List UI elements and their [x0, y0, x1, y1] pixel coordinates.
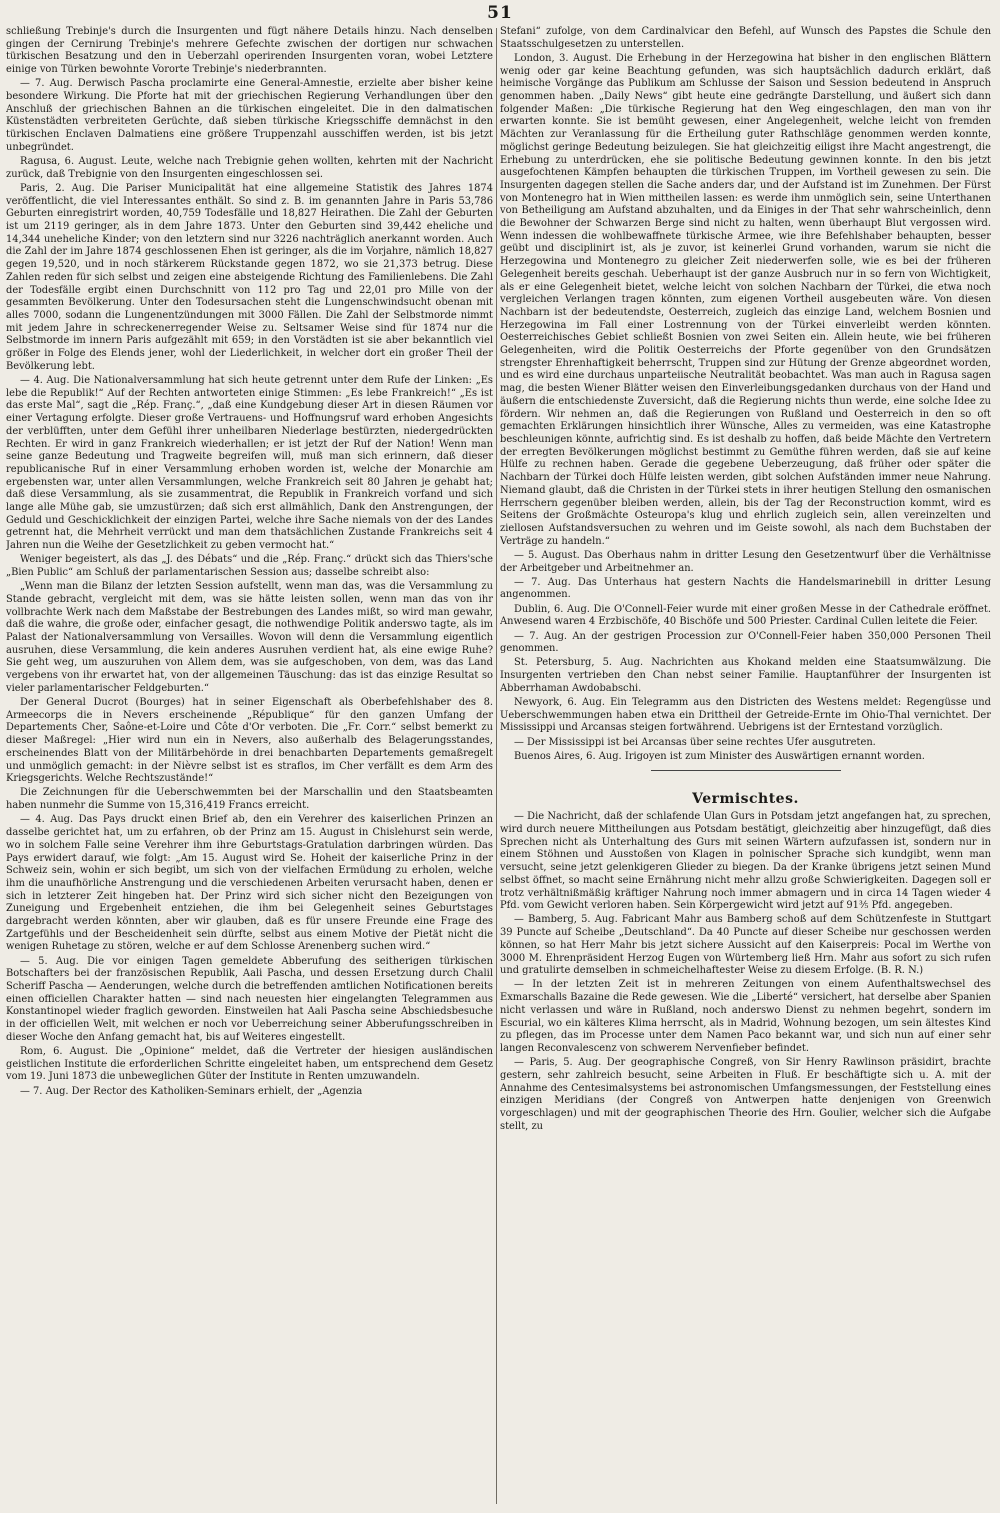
article-paragraph: „Wenn man die Bilanz der letzten Session aufstellt, wenn man das, was die Versammlung zu Stande gebracht, vergleicht mit dem, was sie hätte leisten sollen, wenn man das von ihr vollbrachte Werk nach dem Maßstabe der Bestrebungen des Landes mißt, so wird man gewahr, daß die wahre, die große oder, einfacher gesagt, die nothwendige Politik anderswo tagte, als im Palast der Nationalversammlung von Versailles. Wovon will denn die Versammlung eigentlich ausruhen, diese Versammlung, die kein anderes Ausruhen verdient hat, als eine ewige Ruhe? Sie geht weg, um auszuruhen von Allem dem, was sie aufgeschoben, von dem, was das Land vergebens von ihr erwartet hat, von der allgemeinen Täuschung: das ist das einzige Resultat so vieler parlamentarischer Feldgeburten.“: [6, 581, 493, 694]
article-paragraph: Newyork, 6. Aug. Ein Telegramm aus den Districten des Westens meldet: Regengüsse und Ueberschwemmungen haben etwa ein Drittheil der Getreide-Ernte im Ohio-Thal vernichtet. Der Mississippi und Arcansas steigen fortwährend. Uebrigens ist der Erntestand vorzüglich.: [500, 697, 991, 734]
article-paragraph: Weniger begeistert, als das „J. des Débats“ und die „Rép. Franç.“ drückt sich das Thiers'sche „Bien Public“ am Schluß der parlamentarischen Session aus; dasselbe schreibt also:: [6, 554, 493, 579]
article-paragraph: — 7. Aug. Das Unterhaus hat gestern Nachts die Handelsmarinebill in dritter Lesung angenommen.: [500, 576, 991, 601]
article-paragraph: — 5. August. Das Oberhaus nahm in dritter Lesung den Gesetzentwurf über die Verhältnisse der Arbeitgeber und Arbeitnehmer an.: [500, 549, 991, 574]
left-column: [6, 26, 493, 1506]
article-paragraph: Buenos Aires, 6. Aug. Irigoyen ist zum Minister des Auswärtigen ernannt worden.: [514, 750, 925, 762]
article-paragraph: — 4. Aug. Das Pays druckt einen Brief ab, den ein Verehrer des kaiserlichen Prinzen an dasselbe gerichtet hat, um zu erfahren, ob der Prinz am 15. August in Chislehurst sein werde, wo in solchem Falle seine Verehrer ihm ihre Geburtstags-Gratulation darbringen würden. Das Pays erwidert darauf, wie folgt: „Am 15. August wird Se. Hoheit der kaiserliche Prinz in der Schweiz sein, wohin er sich begibt, um sich von der vielfachen Ermüdung zu erholen, welche ihm die unaufhörliche Anstrengung und die verschiedenen Arbeiten verursacht haben, denen er sich in letzterer Zeit hingeben hat. Der Prinz wird sich sicher nicht den Bezeigungen von Zuneigung und Ergebenheit entziehen, die ihm bei Gelegenheit seines Geburtstages dargebracht werden könnten, aber wir glauben, daß es für unsere Freunde eine Frage des Zartgefühls und der Bescheidenheit sein dürfte, selbst aus einem Motive der Pietät nicht die wenigen Ruhetage zu stören, welche er auf dem Schlosse Arenenberg suchen wird.“: [6, 814, 493, 953]
article-paragraph: Die Zeichnungen für die Ueberschwemmten bei der Marschallin und den Staatsbeamten haben nunmehr die Summe von 15,316,419 Francs erreicht.: [6, 787, 493, 812]
section-separator: [651, 770, 841, 771]
article-paragraph: Ragusa, 6. August. Leute, welche nach Trebignie gehen wollten, kehrten mit der Nachricht zurück, daß Trebignie von den Insurgenten eingeschlossen sei.: [6, 156, 493, 180]
article-paragraph: — In der letzten Zeit ist in mehreren Zeitungen von einem Aufenthaltswechsel des Exmarschalls Bazaine die Rede gewesen. Wie die „Liberté“ versichert, hat derselbe aber Spanien nicht verlassen und wäre in Rußland, noch anderswo Dienst zu nehmen begehrt, sondern im Escurial, wo ein kälteres Klima herrscht, als in Madrid, Wohnung bezogen, um sein ältestes Kind zu pflegen, das im Processe unter dem Namen Paco bekannt war, und sich nun auf einer sehr langen Reconvalescenz von schwerem Nervenfieber befindet.: [500, 979, 991, 1054]
article-paragraph: schließung Trebinje's durch die Insurgenten und fügt nähere Details hinzu. Nach denselben gingen der Cernirung Trebinje's mehrere Gefechte zwischen der dortigen nur schwachen türkischen Besatzung und den in Ueberzahl operirenden Insurgenten voran, wobei Letztere einige von Türken bewohnte Vororte Trebinje's niederbrannten.: [6, 26, 493, 76]
article-paragraph: — 7. Aug. Derwisch Pascha proclamirte eine General-Amnestie, erzielte aber bisher keine besondere Wirkung. Die Pforte hat mit der griechischen Regierung Verhandlungen über den Anschluß der griechischen Bahnen an die türkischen eingeleitet. Die in den dalmatischen Küstenstädten verbreiteten Gerüchte, daß sieben türkische Kriegsschiffe demnächst in den türkischen Enclaven Dalmatiens eine größere Truppenzahl ausschiffen werden, ist bis jetzt unbegründet.: [6, 78, 493, 153]
section-title: Vermischtes.: [692, 790, 799, 807]
right-news-items: [500, 26, 991, 764]
article-paragraph: — 7. Aug. An der gestrigen Procession zur O'Connell-Feier haben 350,000 Personen Theil genommen.: [500, 630, 991, 655]
article-paragraph: London, 3. August. Die Erhebung in der Herzegowina hat bisher in den englischen Blättern wenig oder gar keine Beachtung gefunden, was sich hauptsächlich dadurch erklärt, daß heimische Vorgänge das Publikum am Schlusse der Saison und Session bedeutend in Anspruch genommen haben. „Daily News“ gibt heute eine gedrängte Darstellung, und äußert sich dann folgender Maßen: „Die türkische Regierung hat den Weg eingeschlagen, den man von ihr erwarten konnte. Sie ist bemüht gewesen, einer Angelegenheit, welche leicht von fremden Mächten zur Veranlassung für die Ertheilung guter Rathschläge genommen werden konnte, möglichst geringe Bedeutung beizulegen. Sie hat gleichzeitig eiligst ihre Macht angestrengt, die Erhebung zu unterdrücken, ehe sie politische Bedeutung gewinnen konnte. In den bis jetzt ausgefochtenen Kämpfen behaupten die türkischen Truppen, im Vortheil gewesen zu sein. Die Insurgenten dagegen stellen die Sache anders dar, und der Aufstand ist im Zunehmen. Der Fürst von Montenegro hat in Wien mittheilen lassen: es werde ihm unmöglich sein, seine Unterthanen von Betheiligung am Aufstand abzuhalten, und da Einiges in der That sehr wahrscheinlich, denn die Bewohner der Schwarzen Berge sind nicht zu halten, wenn überhaupt Blut vergossen wird. Wenn indessen die wohlbewaffnete türkische Armee, wie ihre Befehlshaber behaupten, besser geübt und disciplinirt ist, als je zuvor, ist keinerlei Grund vorhanden, warum sie nicht die Herzegowina und Montenegro zu gleicher Zeit niederwerfen solle, wie es bei der früheren Gelegenheit bereits geschah. Ueberhaupt ist der ganze Ausbruch nur in so fern von Wichtigkeit, als er eine Gelegenheit bietet, welche leicht von solchen Nachbarn der Türkei, die etwa noch vergleichen Verlangen tragen könnten, zum eigenen Vortheil ausgebeuten wäre. Von diesen Nachbarn ist der bedeutendste, Oesterreich, zugleich das einzige Land, welchem Bosnien und Herzegowina im Fall einer Lostrennung von der Türkei einverleibt werden könnten. Oesterreichisches Gebiet schließt Bosnien von zwei Seiten ein. Allein heute, wie bei früheren Gelegenheiten, wird die Politik Oesterreichs der Pforte gegenüber von den Grundsätzen strengster Ehrenhaftigkeit beherrscht, Truppen sind zur Hütung der Grenze abgeordnet worden, und es wird eine durchaus unparteiische Neutralität beobachtet. Was man auch in Ragusa sagen mag, die besten Wiener Blätter weisen den Einverleibungsgedanken durchaus von der Hand und äußern die entschiedenste Zuversicht, daß die Regierung nichts thun werde, eine solche Idee zu fördern. Wir nehmen an, daß die Regierungen von Rußland und Oesterreich in den so oft gemachten Erklärungen hinsichtlich ihrer Wünsche, Alles zu vermeiden, was eine Katastrophe beschleunigen könnte, aufrichtig sind. Es ist deshalb zu hoffen, daß beide Mächte den Vertretern der erregten Bevölkerungen möglichst bestimmt zu Gemüthe führen werden, daß sie auf keine Hülfe zu rechnen haben. Gerade die gegebene Ueberzeugung, daß früher oder später die Nachbarn der Türkei doch Hülfe leisten werden, gibt solchen Aufständen immer neue Nahrung. Niemand glaubt, daß die Christen in der Türkei stets in ihrer heutigen Stellung den osmanischen Herrschern gegenüber bleiben werden, allein, bis der Tag der Reconstruction kommt, wird es Seitens der Großmächte Osteuropa's klug und ehrlich zugleich sein, allen vereinzelten und ziellosen Aufstandsversuchen zu wehren und im Geiste sowohl, als nach dem Buchstaben der Verträge zu handeln.“: [500, 52, 991, 547]
page-number: 51: [487, 3, 513, 23]
article-paragraph: — 4. Aug. Die Nationalversammlung hat sich heute getrennt unter dem Rufe der Linken: „Es lebe die Republik!“ Auf der Rechten antworteten einige Stimmen: „Es lebe Frankreich!“ „Es ist das erste Mal“, sagt die „Rép. Franç.“, „daß eine Kundgebung dieser Art in diesen Räumen vor einer Vertagung erfolgte. Dieser große Vertrauens- und Hoffnungsruf ward erhoben Angesichts der verblüfften, unter dem Gefühl ihrer unheilbaren Niederlage bestürzten, niedergedrückten Rechten. Er wird in ganz Frankreich wiederhallen; er ist jetzt der Ruf der Nation! Wenn man seine ganze Bedeutung und Tragweite begreifen will, muß man sich erinnern, daß dieser republicanische Ruf in einer Versammlung erhoben worden ist, welche der Monarchie am ergebensten war, unter allen Versammlungen, welche Frankreich seit 80 Jahren je gehabt hat; daß diese Versammlung, als sie zusammentrat, die Republik in Frankreich vorfand und sich lange alle Mühe gab, sie umzustürzen; daß sich erst allmählich, Dank den Anstrengungen, der Geduld und Geschicklichkeit der einzigen Partei, welche ihre Sache niemals von der des Landes getrennt hat, die Mehrheit verrückt und man dem thatsächlichen Zustande Frankreichs seit 4 Jahren nun die Weihe der Gesetzlichkeit zu geben vermocht hat.“: [6, 374, 493, 552]
article-paragraph: — Bamberg, 5. Aug. Fabricant Mahr aus Bamberg schoß auf dem Schützenfeste in Stuttgart 39 Puncte auf Scheibe „Deutschland“. Da 40 Puncte auf dieser Scheibe nur geschossen werden können, so hat Herr Mahr bis jetzt sichere Aussicht auf den Kaiserpreis: Pocal im Werthe von 3000 M. Ehrenpräsident Herzog Eugen von Würtemberg ließ Hrn. Mahr aus sofort zu sich rufen und gratulirte demselben in schmeichelhaftester Weise zu diesem Erfolge. (B. R. N.): [500, 914, 991, 977]
article-paragraph: — Die Nachricht, daß der schlafende Ulan Gurs in Potsdam jetzt angefangen hat, zu sprechen, wird durch neuere Mittheilungen aus Potsdam bestätigt, gleichzeitig aber hinzugefügt, daß dies Sprechen nicht als Unterhaltung des Gurs mit seinen Wärtern aufzufassen ist, sondern nur in einem Stöhnen und Ausstoßen von Klagen in polnischer Sprache sich kundgibt, wenn man versucht, seine jetzt gelenkigeren Glieder zu biegen. Da der Kranke übrigens jetzt seinen Mund selbst öffnet, so macht seine Ernährung nicht mehr allzu große Schwierigkeiten. Dagegen soll er trotz verhältnißmäßig kräftiger Nahrung noch immer abmagern und in circa 14 Tagen wieder 4 Pfd. vom Gewicht verloren haben. Sein Körpergewicht wird jetzt auf 91⅗ Pfd. angegeben.: [500, 811, 991, 912]
article-paragraph: Dublin, 6. Aug. Die O'Connell-Feier wurde mit einer großen Messe in der Cathedrale eröffnet. Anwesend waren 4 Erzbischöfe, 40 Bischöfe und 500 Priester. Cardinal Cullen leitete die Feier.: [500, 603, 991, 628]
column-divider: [496, 28, 497, 1504]
article-paragraph: — 7. Aug. Der Rector des Katholiken-Seminars erhielt, der „Agenzia: [20, 1085, 363, 1097]
article-paragraph: Rom, 6. August. Die „Opinione“ meldet, daß die Vertreter der hiesigen ausländischen geistlichen Institute die erforderlichen Schritte eingeleitet haben, um entsprechend dem Gesetz vom 19. Juni 1873 die unbeweglichen Güter der Institute in Renten umzuwandeln.: [6, 1046, 493, 1083]
article-paragraph: — 5. Aug. Die vor einigen Tagen gemeldete Abberufung des seitherigen türkischen Botschafters bei der französischen Republik, Aali Pascha, und dessen Ersetzung durch Chalil Scheriff Pascha — Aenderungen, welche durch die betreffenden amtlichen Notificationen bereits einen officiellen Charakter hatten — sind nach neuesten hier eingelangten Telegrammen aus Konstantinopel wieder fraglich geworden. Einstweilen hat Aali Pascha seine Abschiedsbesuche in der officiellen Welt, mit welchen er noch vor Ueberreichung seiner Abberufungsschreiben in dieser Woche den Anfang gemacht hat, bis auf Weiteres eingestellt.: [6, 955, 493, 1043]
article-paragraph: Stefani“ zufolge, von dem Cardinalvicar den Befehl, auf Wunsch des Papstes die Schule den Staatsschulgesetzen zu unterstellen.: [500, 26, 991, 50]
article-paragraph: St. Petersburg, 5. Aug. Nachrichten aus Khokand melden eine Staatsumwälzung. Die Insurgenten vertrieben den Chan nebst seiner Familie. Hauptanführer der Insurgenten ist Abberrhaman Awdobabschi.: [500, 657, 991, 694]
article-paragraph: Der General Ducrot (Bourges) hat in seiner Eigenschaft als Oberbefehlshaber des 8. Armeecorps die in Nevers erscheinende „République“ für den ganzen Umfang der Departements Cher, Saône-et-Loire und Côte d'Or verboten. Die „Fr. Corr.“ selbst bemerkt zu dieser Maßregel: „Hier wird nun ein in Nevers, also außerhalb des Belagerungsstandes, erscheinendes Blatt von der Militärbehörde in drei benachbarten Departements gemaßregelt und unmöglich gemacht: in der Nièvre selbst ist es straflos, im Cher verfällt es dem Arm des Kriegsgerichts. Welche Rechtszustände!“: [6, 697, 493, 785]
article-paragraph: — Der Mississippi ist bei Arcansas über seine rechtes Ufer ausgutreten.: [514, 736, 876, 748]
article-paragraph: Paris, 2. Aug. Die Pariser Municipalität hat eine allgemeine Statistik des Jahres 1874 veröffentlicht, die viel Interessantes enthält. So sind z. B. im genannten Jahre in Paris 53,786 Geburten einregistrirt worden, 40,759 Todesfälle und 18,827 Heirathen. Die Zahl der Geburten ist um 2119 geringer, als in dem Jahre 1873. Unter den Geburten sind 39,442 eheliche und 14,344 uneheliche Kinder; von den letztern sind nur 3226 nachträglich anerkannt worden. Auch die Zahl der im Jahre 1874 geschlossenen Ehen ist geringer, als die im Vorjahre, nämlich 18,827 gegen 19,520, und in noch stärkerem Rückstande gegen 1872, wo sie 21,373 betrug. Diese Zahlen reden für sich selbst und zeigen eine absteigende Richtung des Familienlebens. Die Zahl der Todesfälle ergibt einen Durchschnitt von 112 pro Tag und 22,01 pro Mille von der gesammten Bevölkerung. Unter den Todesursachen steht die Lungenschwindsucht obenan mit alles 7000, sodann die Lungenentzündungen mit 3000 Fällen. Die Zahl der Selbstmorde nimmt mit jedem Jahre in schreckenerregender Weise zu. Seltsamer Weise sind für 1874 nur die Selbstmorde im innern Paris aufgezählt mit 659; in den Vorstädten ist sie aber bekanntlich viel größer in Folge des Elends jener, wohl der Liederlichkeit, in welcher dort ein großer Theil der Bevölkerung lebt.: [6, 182, 493, 372]
right-column: [500, 26, 991, 1506]
misc-items: [500, 811, 991, 1133]
article-paragraph: — Paris, 5. Aug. Der geographische Congreß, von Sir Henry Rawlinson präsidirt, brachte gestern, sehr zahlreich besucht, seine Arbeiten in Fluß. Er beschäftigte sich u. A. mit der Annahme des Centesimalsystems bei astronomischen Umfangsmessungen, der Feststellung eines einzigen Meridians (der Congreß von Antwerpen hatte denjenigen von Greenwich vorgeschlagen) und mit der geographischen Theorie des Hrn. Goulier, welcher sich die Aufgabe stellt, zu: [500, 1057, 991, 1132]
